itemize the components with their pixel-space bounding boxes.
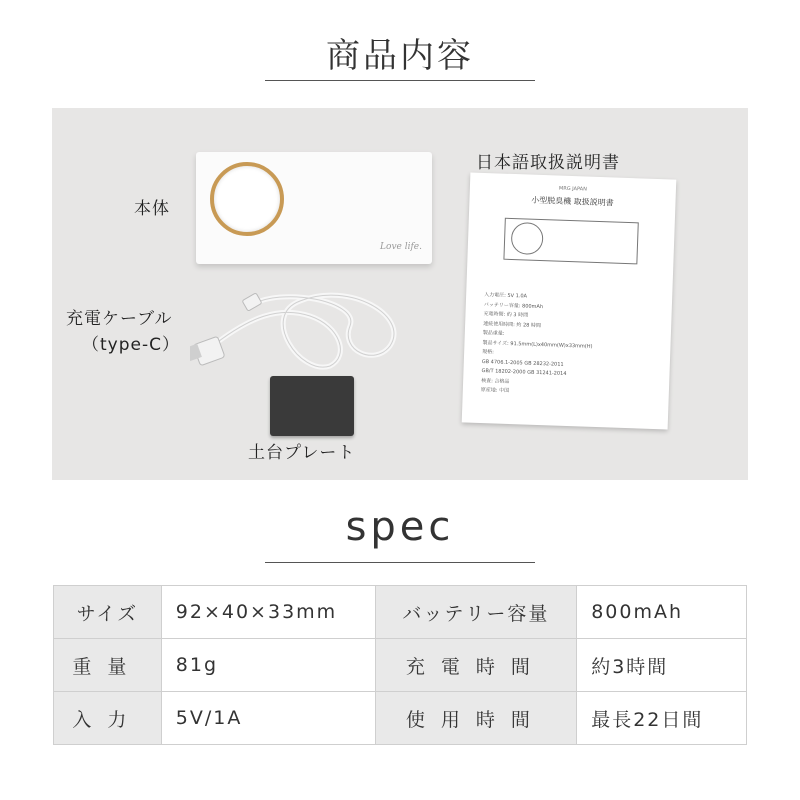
device-logo: Love life. <box>380 242 422 252</box>
manual-line: 製品サイズ: 91.5mm(L)x40mm(W)x33mm(H) <box>482 339 593 350</box>
spec-value-charge-time: 約3時間 <box>577 639 747 692</box>
spec-value-usage-time: 最長22日間 <box>577 692 747 745</box>
manual-device-illustration <box>503 218 638 265</box>
label-plate: 土台プレート <box>248 443 356 463</box>
manual-line: 入力電圧: 5V 1.0A <box>484 292 528 300</box>
spec-title: spec <box>345 504 455 550</box>
contents-title: 商品内容 <box>326 36 474 76</box>
manual-line: 原産地: 中国 <box>480 386 510 394</box>
manual-line: GB 4706.1-2005 GB 28232-2011 <box>481 358 564 368</box>
manual-line: バッテリー容量: 800mAh <box>483 301 544 310</box>
manual-ring-icon <box>511 222 544 255</box>
contents-title-rule <box>265 80 535 81</box>
manual-booklet <box>462 172 677 429</box>
spec-value-input: 5V/1A <box>161 692 375 745</box>
spec-title-rule <box>265 562 535 563</box>
spec-key-charge-time: 充電時間 <box>375 639 577 692</box>
table-row <box>54 639 747 692</box>
device-body <box>196 152 432 264</box>
spec-value-size: 92×40×33mm <box>161 586 375 639</box>
cable-icon <box>190 276 430 386</box>
table-row <box>54 586 747 639</box>
label-cable-type: （type-C） <box>82 335 180 355</box>
manual-title: 小型脱臭機 取扱説明書 <box>531 195 614 208</box>
table-row <box>54 692 747 745</box>
spec-value-battery: 800mAh <box>577 586 747 639</box>
manual-spec-lines <box>481 291 655 401</box>
product-photo <box>52 108 748 480</box>
manual-line: 検査: 合格品 <box>481 377 510 385</box>
manual-line: GB/T 18202-2000 GB 31241-2014 <box>481 367 567 377</box>
spec-table <box>53 585 747 745</box>
manual-line: 規格: <box>482 349 494 356</box>
spec-value-weight: 81g <box>161 639 375 692</box>
label-body: 本体 <box>134 199 170 219</box>
spec-key-weight: 重量 <box>54 639 162 692</box>
manual-line: 連続使用時間: 約 28 時間 <box>483 320 542 329</box>
spec-key-battery: バッテリー容量 <box>375 586 577 639</box>
label-cable: 充電ケーブル <box>66 309 173 329</box>
manual-line: 充電時間: 約 3 時間 <box>483 311 529 319</box>
base-plate <box>270 376 354 436</box>
spec-key-input: 入力 <box>54 692 162 745</box>
spec-key-size: サイズ <box>54 586 162 639</box>
manual-brand: MRG JAPAN <box>558 185 587 193</box>
spec-key-usage-time: 使用時間 <box>375 692 577 745</box>
manual-line: 製品重量: <box>482 330 505 337</box>
device-ring-icon <box>210 162 284 236</box>
label-manual: 日本語取扱説明書 <box>476 153 620 173</box>
